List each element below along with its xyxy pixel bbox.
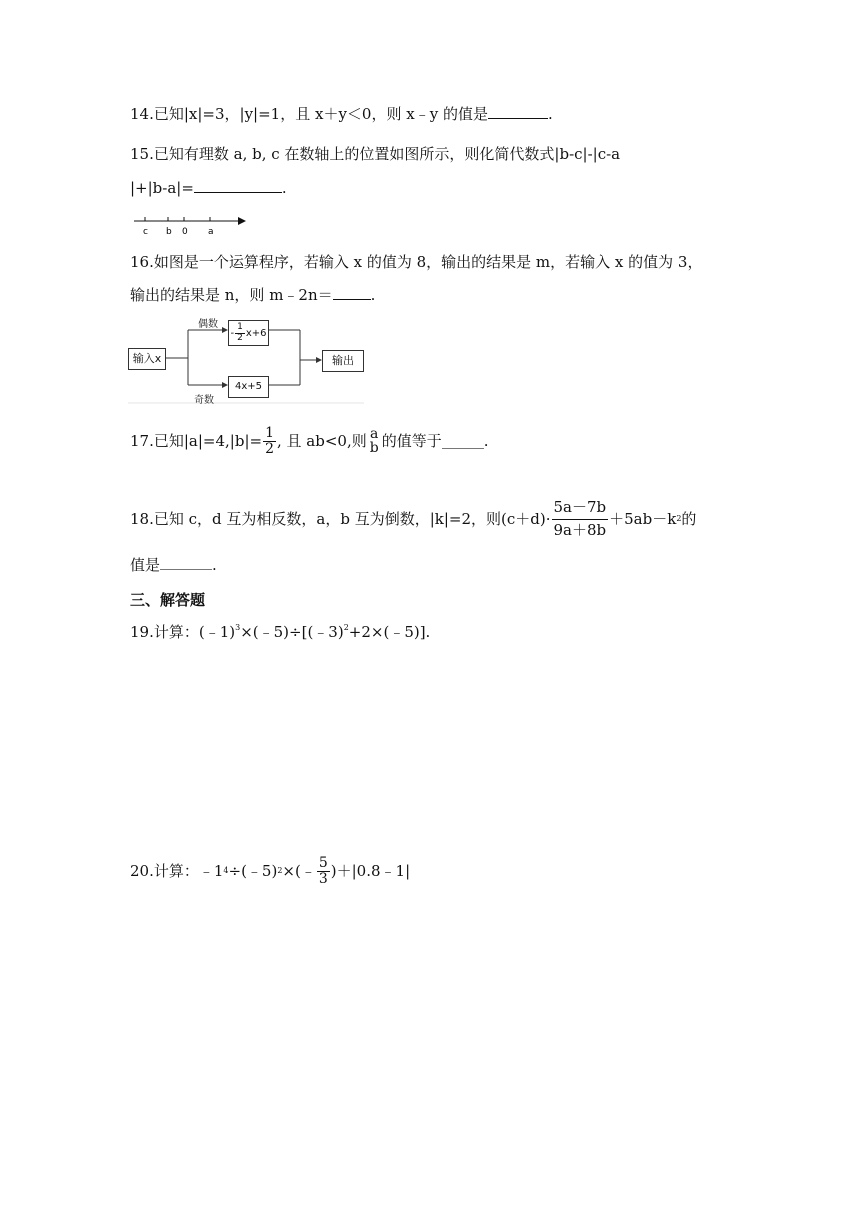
number-line-arrow	[238, 217, 246, 225]
number-line-figure	[130, 212, 252, 238]
q18-text: 18.已知 c，d 互为相反数，a，b 互为倒数，|k|=2，则(c＋d)·	[130, 510, 551, 529]
q15-text: 15.已知有理数 a, b, c 在数轴上的位置如图所示，则化简代数式|b-c|-|c-a	[130, 145, 621, 163]
question-18-line1: 18.已知 c，d 互为相反数，a，b 互为倒数，|k|=2，则(c＋d)· $\frac{5a-7b}{9a+8b}$ ＋5ab－k 2 的	[130, 498, 697, 539]
q16-text: 16.如图是一个运算程序，若输入 x 的值为 8，输出的结果是 m，若输入 x 的值为 3，	[130, 253, 703, 271]
question-15-line1	[130, 147, 620, 162]
q17-text: 17.已知|a|=4,|b|=	[130, 432, 263, 451]
q17-fraction-a-over-b: a b	[369, 425, 379, 457]
q17-answer-blank	[442, 448, 484, 449]
flowchart-figure	[128, 312, 364, 404]
flow-odd-expr-box: 4x+5	[228, 376, 269, 398]
section-3-heading: 三、解答题	[130, 591, 206, 609]
axis-label-a: a	[208, 227, 214, 237]
flow-even-label: 偶数	[198, 319, 218, 330]
q14-text: 14.已知|x|=3，|y|=1，且 x＋y＜0，则 x﹣y 的值是	[130, 105, 488, 123]
q16-answer-blank	[333, 299, 371, 300]
q17-fraction-half: $\frac{1}{2}$	[265, 425, 274, 457]
question-17: 17.已知|a|=4,|b|= $\frac{1}{2}$ , 且 ab<0,则 a b 的值等于 .	[130, 425, 489, 457]
flow-even-expr-box: - $\frac{1}{2}$ x+6	[228, 320, 269, 346]
axis-label-b: b	[166, 227, 172, 237]
axis-label-0: 0	[182, 227, 188, 237]
flow-odd-label: 奇数	[194, 395, 214, 406]
question-18-line2: 值是 .	[130, 556, 217, 574]
q19-text: 19.计算：(﹣1)	[130, 623, 236, 641]
question-16-line1	[130, 255, 702, 270]
question-15-line2: |+|b-a|= .	[130, 179, 287, 197]
q15-answer-blank	[194, 192, 282, 193]
flow-input-box: 输入x	[128, 348, 166, 370]
question-20: 20.计算：﹣1 4 ÷(﹣5) 2 ×(﹣ $\frac{5}{3}$ )＋|0.8﹣1|	[130, 855, 411, 887]
flow-output-box: 输出	[322, 350, 364, 372]
q14-answer-blank	[488, 118, 548, 119]
q18-fraction: $\frac{5a-7b}{9a+8b}$	[553, 498, 607, 539]
q18-answer-blank	[160, 569, 212, 570]
axis-label-c: c	[143, 227, 148, 237]
q20-text: 20.计算：﹣1	[130, 862, 224, 881]
question-16-line2: 输出的结果是 n，则 m﹣2n＝ .	[130, 286, 376, 304]
question-19: 19.计算：(﹣1)$^3$×(﹣5)÷[(﹣3)$^2$+2×(﹣5)].	[130, 623, 431, 641]
flow-even-fraction: $\frac{1}{2}$	[237, 322, 243, 343]
q20-fraction: $\frac{5}{3}$	[318, 855, 328, 887]
question-14: 14.已知|x|=3，|y|=1，且 x＋y＜0，则 x﹣y 的值是 .	[130, 105, 553, 123]
